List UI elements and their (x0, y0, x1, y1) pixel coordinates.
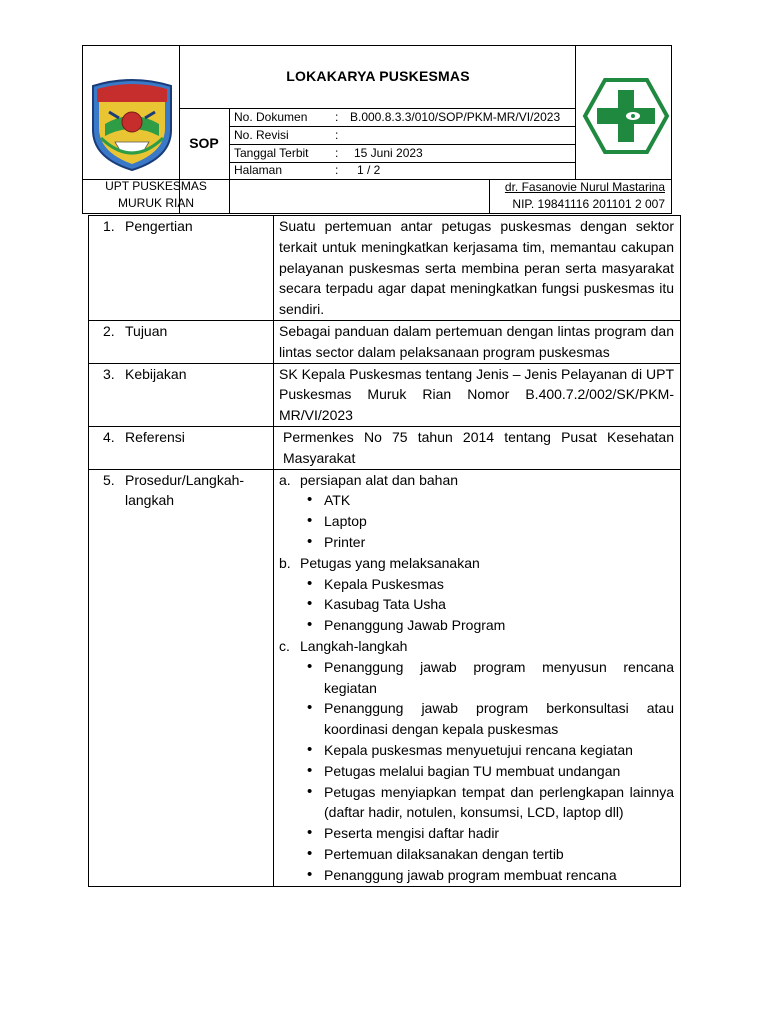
bullet-list (279, 574, 674, 636)
list-item: • Penanggung jawab program membuat rencana (324, 865, 674, 886)
row-number: 1. (103, 218, 115, 234)
unit-line: MURUK RIAN (117, 196, 194, 210)
procedure-cell (274, 469, 681, 886)
meta-key: Tanggal Terbit (234, 146, 309, 160)
meta-value: 15 Juni 2023 (354, 146, 423, 160)
list-item: • Peserta mengisi daftar hadir (324, 823, 674, 844)
table-row (89, 216, 681, 321)
row-label-cell (89, 216, 274, 321)
regency-crest-logo (85, 72, 179, 172)
section-letter: c. (279, 637, 290, 654)
sop-label: SOP (189, 135, 219, 151)
procedure-section (279, 470, 674, 491)
sop-header (82, 45, 672, 214)
list-item: • Kasubag Tata Usha (324, 594, 674, 615)
reference-text: Permenkes No 75 tahun 2014 tentang Pusat Kesehatan Masyarakat (283, 428, 674, 466)
row-content: SK Kepala Puskesmas tentang Jenis – Jenis Pelayanan di UPT Puskesmas Muruk Rian Nomor B.400.7.2/002/SK/PKM-MR/VI/2023 (274, 363, 681, 426)
row-number: 5. (103, 471, 115, 488)
row-label: Referensi (125, 428, 185, 445)
bullet-list (279, 490, 674, 552)
meta-key: No. Revisi (234, 128, 289, 142)
document-title: LOKAKARYA PUSKESMAS (286, 68, 470, 84)
meta-colon: : (335, 146, 339, 160)
row-content: Suatu pertemuan antar petugas puskesmas dengan sektor terkait untuk meningkatkan kerjasama tim, memantau cakupan pelayanan puskesmas serta membina peran serta masyarakat secara terpadu agar dapat meningkatkan fungsi puskesmas itu sendiri. (274, 216, 681, 321)
list-item: • Pertemuan dilaksanakan dengan tertib (324, 844, 674, 865)
meta-key: Halaman (234, 163, 283, 177)
meta-key: No. Dokumen (234, 110, 308, 124)
meta-colon: : (335, 110, 339, 124)
row-label-cell (89, 363, 274, 426)
row-content: Sebagai panduan dalam pertemuan dengan lintas program dan lintas sector dalam pelaksanaan program puskesmas (274, 320, 681, 363)
puskesmas-logo (581, 76, 671, 156)
list-item: • Petugas melalui bagian TU membuat undangan (324, 761, 674, 782)
section-title: Langkah-langkah (300, 637, 408, 654)
row-number: 3. (103, 365, 115, 382)
table-row (89, 426, 681, 469)
meta-colon: : (335, 163, 339, 177)
list-item: • Printer (324, 532, 674, 553)
meta-row-issue-date (229, 145, 575, 162)
meta-colon: : (335, 128, 339, 142)
unit-line: UPT PUSKESMAS (105, 179, 207, 193)
signer-name: dr. Fasanovie Nurul Mastarina (504, 180, 665, 194)
table-row (89, 320, 681, 363)
list-item: • Penanggung Jawab Program (324, 615, 674, 636)
section-letter: b. (279, 554, 291, 571)
section-letter: a. (279, 471, 291, 488)
sop-content-table (88, 215, 681, 887)
row-label: Tujuan (125, 322, 168, 339)
row-label: Prosedur/Langkah-langkah (125, 471, 245, 509)
signer-nip: NIP. 19841116 201101 2 007 (512, 197, 665, 211)
meta-row-revision (229, 127, 575, 144)
unit-name (83, 178, 229, 212)
bullet-list (279, 657, 674, 886)
list-item: • Kepala Puskesmas (324, 574, 674, 595)
row-label-cell (89, 320, 274, 363)
row-number: 4. (103, 428, 115, 445)
row-content (274, 426, 681, 469)
list-item: • Kepala puskesmas menyuetujui rencana kegiatan (324, 740, 674, 761)
table-row (89, 469, 681, 886)
list-item: • Penanggung jawab program berkonsultasi atau koordinasi dengan kepala puskesmas (324, 698, 674, 740)
section-title: Petugas yang melaksanakan (300, 554, 480, 571)
row-label: Pengertian (125, 218, 193, 234)
row-number: 2. (103, 322, 115, 339)
meta-value: B.000.8.3.3/010/SOP/PKM-MR/VI/2023 (350, 110, 561, 124)
list-item: • Petugas menyiapkan tempat dan perlengkapan lainnya (daftar hadir, notulen, konsumsi, LCD, laptop dll) (324, 782, 674, 824)
meta-row-page (229, 162, 575, 179)
row-label-cell (89, 469, 274, 886)
row-label-cell (89, 426, 274, 469)
list-item: • Penanggung jawab program menyusun rencana kegiatan (324, 657, 674, 699)
procedure-section (279, 636, 674, 657)
header-divider (575, 46, 576, 179)
meta-row-document-number (229, 109, 575, 126)
signature-block (489, 179, 673, 213)
list-item: • ATK (324, 490, 674, 511)
row-label: Kebijakan (125, 365, 187, 382)
table-row (89, 363, 681, 426)
list-item: • Laptop (324, 511, 674, 532)
section-title: persiapan alat dan bahan (300, 471, 459, 488)
meta-value: 1 / 2 (357, 163, 381, 177)
procedure-section (279, 553, 674, 574)
